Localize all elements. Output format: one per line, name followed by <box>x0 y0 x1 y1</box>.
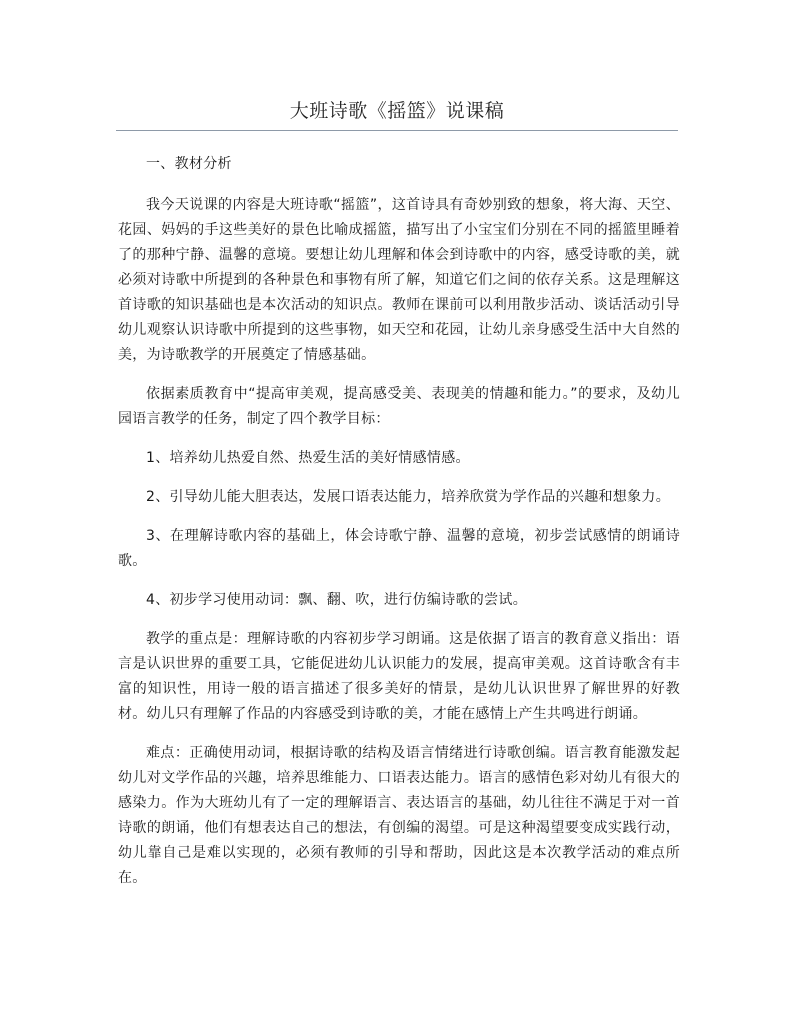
document-title: 大班诗歌《摇篮》说课稿 <box>289 100 505 122</box>
paragraph-intro: 我今天说课的内容是大班诗歌“摇篮”，这首诗具有奇妙别致的想象，将大海、天空、花园、妈妈的手这些美好的景色比喻成摇篮，描写出了小宝宝们分别在不同的摇篮里睡着了的那种宁静、温馨的意境。要想让幼儿理解和体会到诗歌中的内容，感受诗歌的美，就必须对诗歌中所提到的各种景色和事物有所了解，知道它们之间的依存关系。这是理解这首诗歌的知识基础也是本次活动的知识点。教师在课前可以利用散步活动、谈话活动引导幼儿观察认识诗歌中所提到的这些事物，如天空和花园，让幼儿亲身感受生活中大自然的美，为诗歌教学的开展奠定了情感基础。 <box>118 197 680 363</box>
goal-item-2: 2、引导幼儿能大胆表达，发展口语表达能力，培养欣赏为学作品的兴趣和想象力。 <box>146 489 671 505</box>
goal-item-1: 1、培养幼儿热爱自然、热爱生活的美好情感情感。 <box>146 450 470 466</box>
title-divider <box>116 130 678 131</box>
paragraph-difficulty: 难点：正确使用动词，根据诗歌的结构及语言情绪进行诗歌创编。语言教育能激发起幼儿对文学作品的兴趣，培养思维能力、口语表达能力。语言的感情色彩对幼儿有很大的感染力。作为大班幼儿有了一定的理解语言、表达语言的基础，幼儿往往不满足于对一首诗歌的朗诵，他们有想表达自己的想法，有创编的渴望。可是这种渴望要变成实践行动，幼儿靠自己是难以实现的，必须有教师的引导和帮助，因此这是本次教学活动的难点所在。 <box>118 745 680 886</box>
section-heading: 一、教材分析 <box>146 156 232 172</box>
goal-item-3: 3、在理解诗歌内容的基础上，体会诗歌宁静、温馨的意境，初步尝试感情的朗诵诗歌。 <box>118 528 680 569</box>
document-body <box>118 152 680 905</box>
paragraph-key-point: 教学的重点是：理解诗歌的内容初步学习朗诵。这是依据了语言的教育意义指出：语言是认识世界的重要工具，它能促进幼儿认识能力的发展，提高审美观。这首诗歌含有丰富的知识性，用诗一般的语言描述了很多美好的情景，是幼儿认识世界了解世界的好教材。幼儿只有理解了作品的内容感受到诗歌的美，才能在感情上产生共鸣进行朗诵。 <box>118 631 680 722</box>
paragraph-goals-intro: 依据素质教育中“提高审美观，提高感受美、表现美的情趣和能力。”的要求，及幼儿园语言教学的任务，制定了四个教学目标： <box>118 386 680 427</box>
goal-item-4: 4、初步学习使用动词：飘、翻、吹，进行仿编诗歌的尝试。 <box>146 592 528 608</box>
